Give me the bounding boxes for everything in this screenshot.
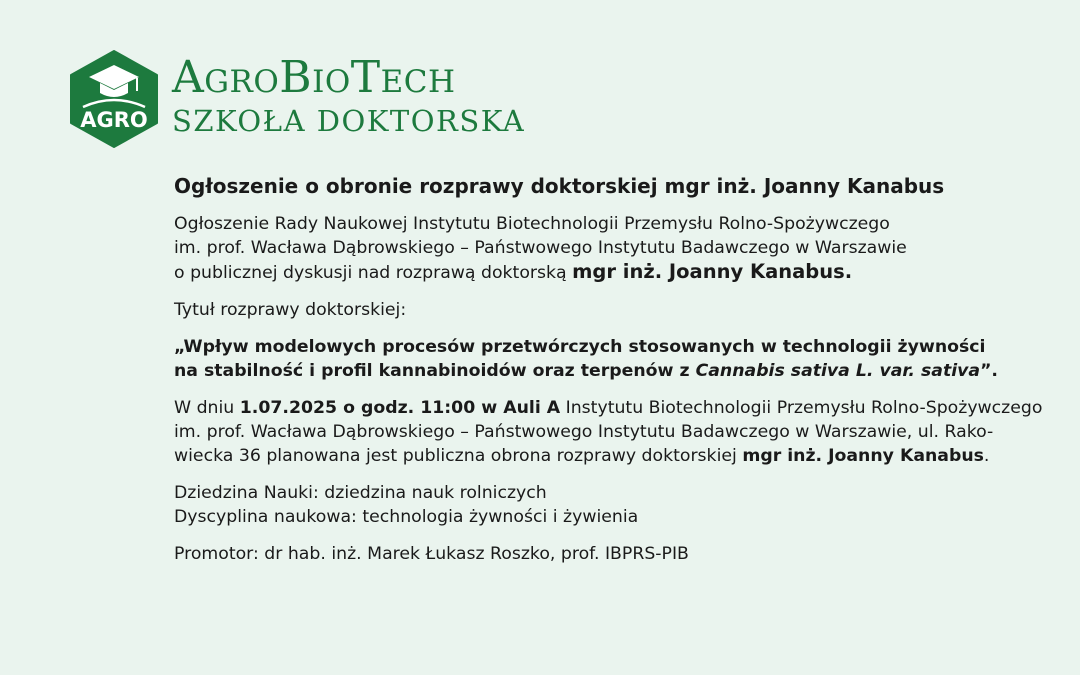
announcement-heading: Ogłoszenie o obronie rozprawy doktorskiej mgr inż. Joanny Kanabus [174,174,945,198]
thesis-title [174,335,1064,383]
defense-line [174,396,1064,420]
thesis-line [174,359,1064,383]
thesis-species: Cannabis sativa L. var. sativa [695,361,981,381]
scientific-discipline: Dyscyplina naukowa: technologia żywności i żywienia [174,507,639,527]
intro-paragraph [174,212,1064,285]
field-paragraph [174,481,1064,529]
thesis-title-label: Tytuł rozprawy doktorskiej: [174,300,407,320]
graduation-cap-hexagon-icon [69,49,159,149]
intro-line-text: o publicznej dyskusji nad rozprawą doktorską [174,263,573,283]
defense-text: Instytutu Biotechnologii Przemysłu Rolno-Spożywczego [560,398,1043,418]
announcement [174,172,1064,579]
promoter: Promotor: dr hab. inż. Marek Łukasz Roszko, prof. IBPRS-PIB [174,544,689,564]
candidate-name: mgr inż. Joanny Kanabus [742,446,984,466]
logo-title: AgroBioTech [172,52,456,103]
thesis-text-end: ”. [980,361,999,381]
defense-datetime: 1.07.2025 o godz. 11:00 w Auli A [239,398,561,418]
candidate-name: mgr inż. Joanny Kanabus. [572,260,853,283]
logo-subtitle: SZKOŁA DOKTORSKA [172,104,526,138]
intro-line [174,260,1064,285]
defense-line: im. prof. Wacława Dąbrowskiego – Państwowego Instytutu Badawczego w Warszawie, ul. Rako- [174,422,994,442]
thesis-line: „Wpływ modelowych procesów przetwórczych stosowanych w technologii żywności [174,337,986,357]
defense-text: W dniu [174,398,240,418]
defense-text: wiecka 36 planowana jest publiczna obrona rozprawy doktorskiej [174,446,743,466]
intro-line: im. prof. Wacława Dąbrowskiego – Państwowego Instytutu Badawczego w Warszawie [174,238,907,258]
defense-line [174,444,1064,468]
intro-line: Ogłoszenie Rady Naukowej Instytutu Biotechnologii Przemysłu Rolno-Spożywczego [174,214,890,234]
field-of-science: Dziedzina Nauki: dziedzina nauk rolniczych [174,483,547,503]
logo [69,49,539,149]
defense-paragraph [174,396,1064,468]
thesis-text: na stabilność i profil kannabinoidów oraz terpenów z [174,361,696,381]
defense-text-end: . [983,446,990,466]
logo-badge-text: AGRO [80,108,148,132]
